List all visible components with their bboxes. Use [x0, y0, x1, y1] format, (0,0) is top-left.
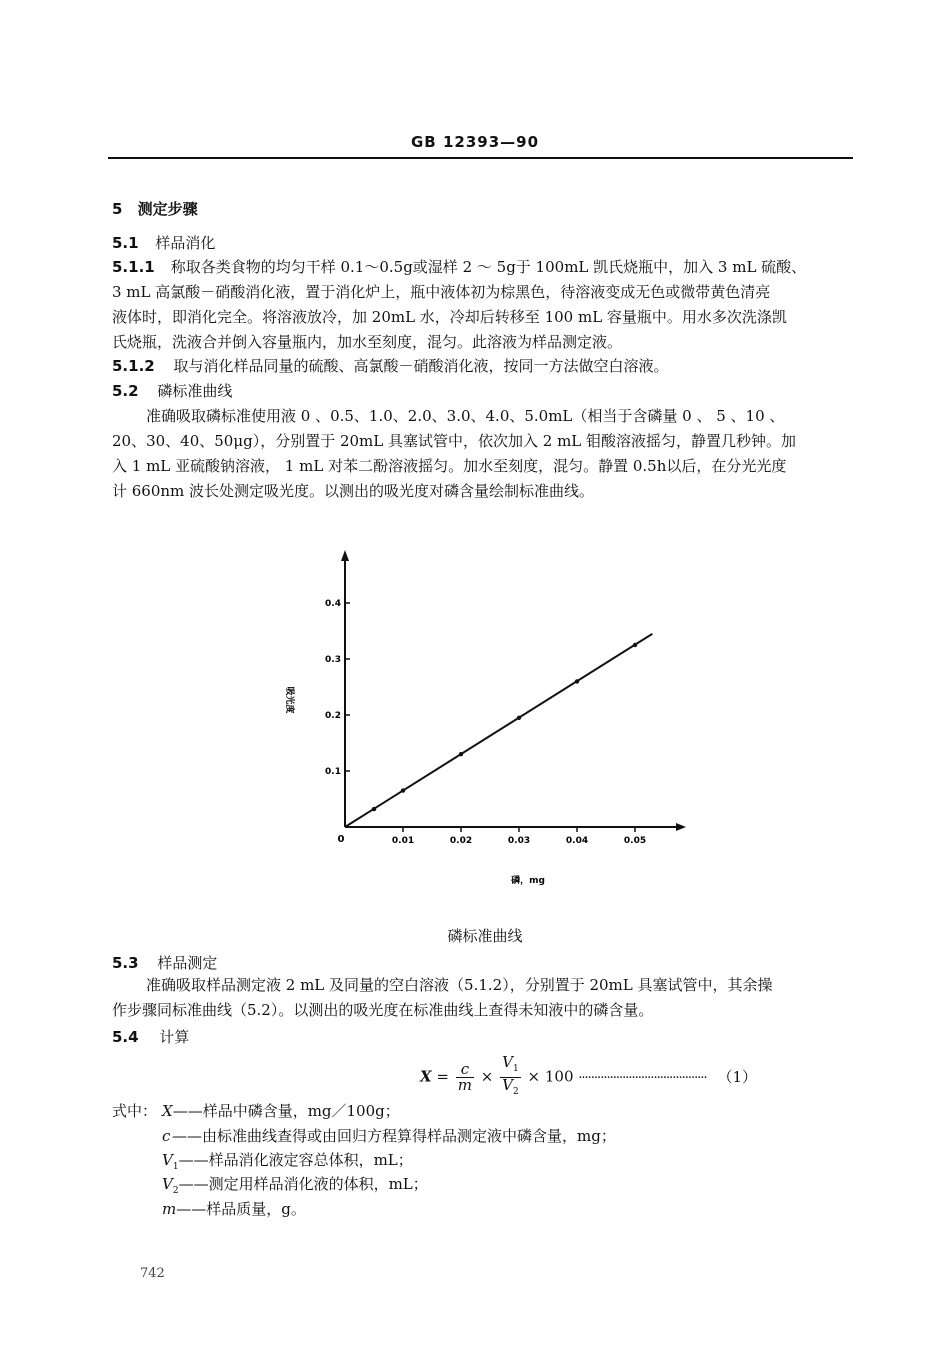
numerator-v: V: [502, 1053, 513, 1071]
legend-text: ——测定用样品消化液的体积，mL；: [178, 1175, 428, 1193]
paragraph-line: 称取各类食物的均匀干样 0.1～0.5g或湿样 2 ～ 5g于 100mL 凯氏烧瓶中，加入 3 mL 硫酸、: [170, 258, 807, 276]
data-point: [633, 643, 637, 647]
legend-text: ——样品中磷含量，mg／100g；: [172, 1102, 400, 1120]
section-title: 样品测定: [157, 954, 218, 972]
formula-tail: × 100: [527, 1067, 574, 1086]
legend-symbol: X: [162, 1102, 173, 1120]
legend-symbol: c: [162, 1127, 171, 1145]
x-axis-arrow: [676, 823, 686, 831]
denominator-v: V: [502, 1076, 513, 1094]
data-point: [401, 788, 405, 792]
section-number: 5.4: [112, 1028, 139, 1046]
x-tick-label: 0.02: [449, 836, 473, 846]
y-axis-label: 吸光度: [284, 686, 294, 714]
paragraph-line: 氏烧瓶，洗液合并倒入容量瓶内，加水至刻度，混匀。此溶液为样品测定液。: [112, 333, 623, 351]
formula-equals: =: [436, 1067, 449, 1086]
y-tick-label: 0.4: [325, 599, 341, 609]
numerator-c: c: [456, 1062, 474, 1078]
section-number: 5.3: [112, 954, 139, 972]
legend-prefix: 式中：: [112, 1102, 158, 1120]
section-title: 磷标准曲线: [157, 382, 233, 400]
legend-text: ——样品消化液定容总体积，mL；: [178, 1151, 413, 1169]
page-number: 742: [140, 1266, 165, 1281]
section-title: 测定步骤: [137, 200, 198, 218]
origin-label: 0: [337, 834, 345, 845]
paragraph-line: 入 1 mL 亚硫酸钠溶液， 1 mL 对苯二酚溶液摇匀。加水至刻度，混匀。静置 0.5h以后，在分光光度: [112, 457, 787, 475]
x-tick-label: 0.05: [623, 836, 647, 846]
section-title: 计算: [159, 1028, 190, 1046]
x-axis-label: 磷，mg: [511, 876, 545, 886]
times-sign: ×: [480, 1067, 494, 1086]
formula-x: X: [420, 1067, 432, 1086]
section-5-3-body: [112, 973, 773, 1023]
chart-caption: 磷标准曲线: [447, 927, 523, 945]
paragraph-line: 3 mL 高氯酸－硝酸消化液，置于消化炉上，瓶中液体初为棕黑色，待溶液变成无色或微带黄色清亮: [112, 283, 771, 301]
legend-item: [162, 1173, 428, 1196]
paragraph-line: 计 660nm 波长处测定吸光度。以测出的吸光度对磷含量绘制标准曲线。: [112, 482, 595, 500]
paragraph-line: 准确吸取磷标准使用液 0 、0.5、1.0、2.0、3.0、4.0、5.0mL（相当于含磷量 0 、 5 、10 、: [146, 407, 785, 425]
paragraph-line: 作步骤同标准曲线（5.2）。以测出的吸光度在标准曲线上查得未知液中的磷含量。: [112, 1001, 654, 1019]
data-point: [517, 716, 521, 720]
legend-symbol: V: [162, 1151, 173, 1169]
legend-item: [162, 1198, 306, 1219]
y-tick-label: 0.2: [325, 711, 341, 721]
legend-item: [162, 1149, 413, 1172]
fraction-v1-over-v2: [500, 1055, 521, 1100]
section-5-3-heading: [112, 952, 217, 973]
legend-symbol: V: [162, 1175, 173, 1193]
legend-text: ——由标准曲线查得或由回归方程算得样品测定液中磷含量，mg；: [172, 1127, 616, 1145]
fraction-c-over-m: [456, 1062, 474, 1093]
data-point: [459, 752, 463, 756]
formula: [420, 1055, 757, 1100]
y-axis-arrow: [341, 550, 349, 561]
y-tick-label: 0.3: [325, 655, 341, 665]
legend-symbol: m: [162, 1200, 177, 1218]
legend-subscript: 1: [172, 1162, 179, 1172]
legend-text: ——样品质量，g。: [176, 1200, 306, 1218]
y-tick-label: 0.1: [325, 767, 341, 777]
x-tick-label: 0.01: [391, 836, 415, 846]
section-title: 样品消化: [155, 234, 216, 252]
equation-number: （1）: [717, 1067, 758, 1086]
x-tick-label: 0.03: [507, 836, 531, 846]
standard-code-header: GB 12393—90: [410, 133, 540, 151]
dot-leader: ·········································: [578, 1070, 707, 1086]
paragraph-line: 准确吸取样品测定液 2 mL 及同量的空白溶液（5.1.2），分别置于 20mL 具塞试管中，其余操: [146, 976, 773, 994]
denominator-m: m: [457, 1076, 473, 1094]
standard-curve-line: [345, 634, 652, 827]
subscript: 2: [513, 1087, 519, 1097]
paragraph-line: 取与消化样品同量的硫酸、高氯酸－硝酸消化液，按同一方法做空白溶液。: [173, 357, 669, 375]
paragraph-line: 20、30、40、50μg），分别置于 20mL 具塞试管中，依次加入 2 mL 钼酸溶液摇匀，静置几秒钟。加: [112, 432, 797, 450]
subscript: 1: [513, 1064, 519, 1074]
data-point: [372, 807, 376, 811]
paragraph-line: 液体时，即消化完全。将溶液放冷，加 20mL 水，冷却后转移至 100 mL 容量瓶中。用水多次洗涤凯: [112, 308, 787, 326]
section-number: 5.1.1: [112, 258, 155, 276]
section-number: 5.1.2: [112, 357, 155, 375]
section-number: 5: [112, 200, 123, 218]
section-number: 5.1: [112, 234, 139, 252]
legend-subscript: 2: [172, 1186, 179, 1196]
legend-item: [162, 1125, 616, 1146]
legend-item: [162, 1100, 400, 1121]
section-5-4-heading: [112, 1026, 189, 1047]
x-tick-label: 0.04: [565, 836, 589, 846]
section-number: 5.2: [112, 382, 139, 400]
data-point: [575, 679, 579, 683]
